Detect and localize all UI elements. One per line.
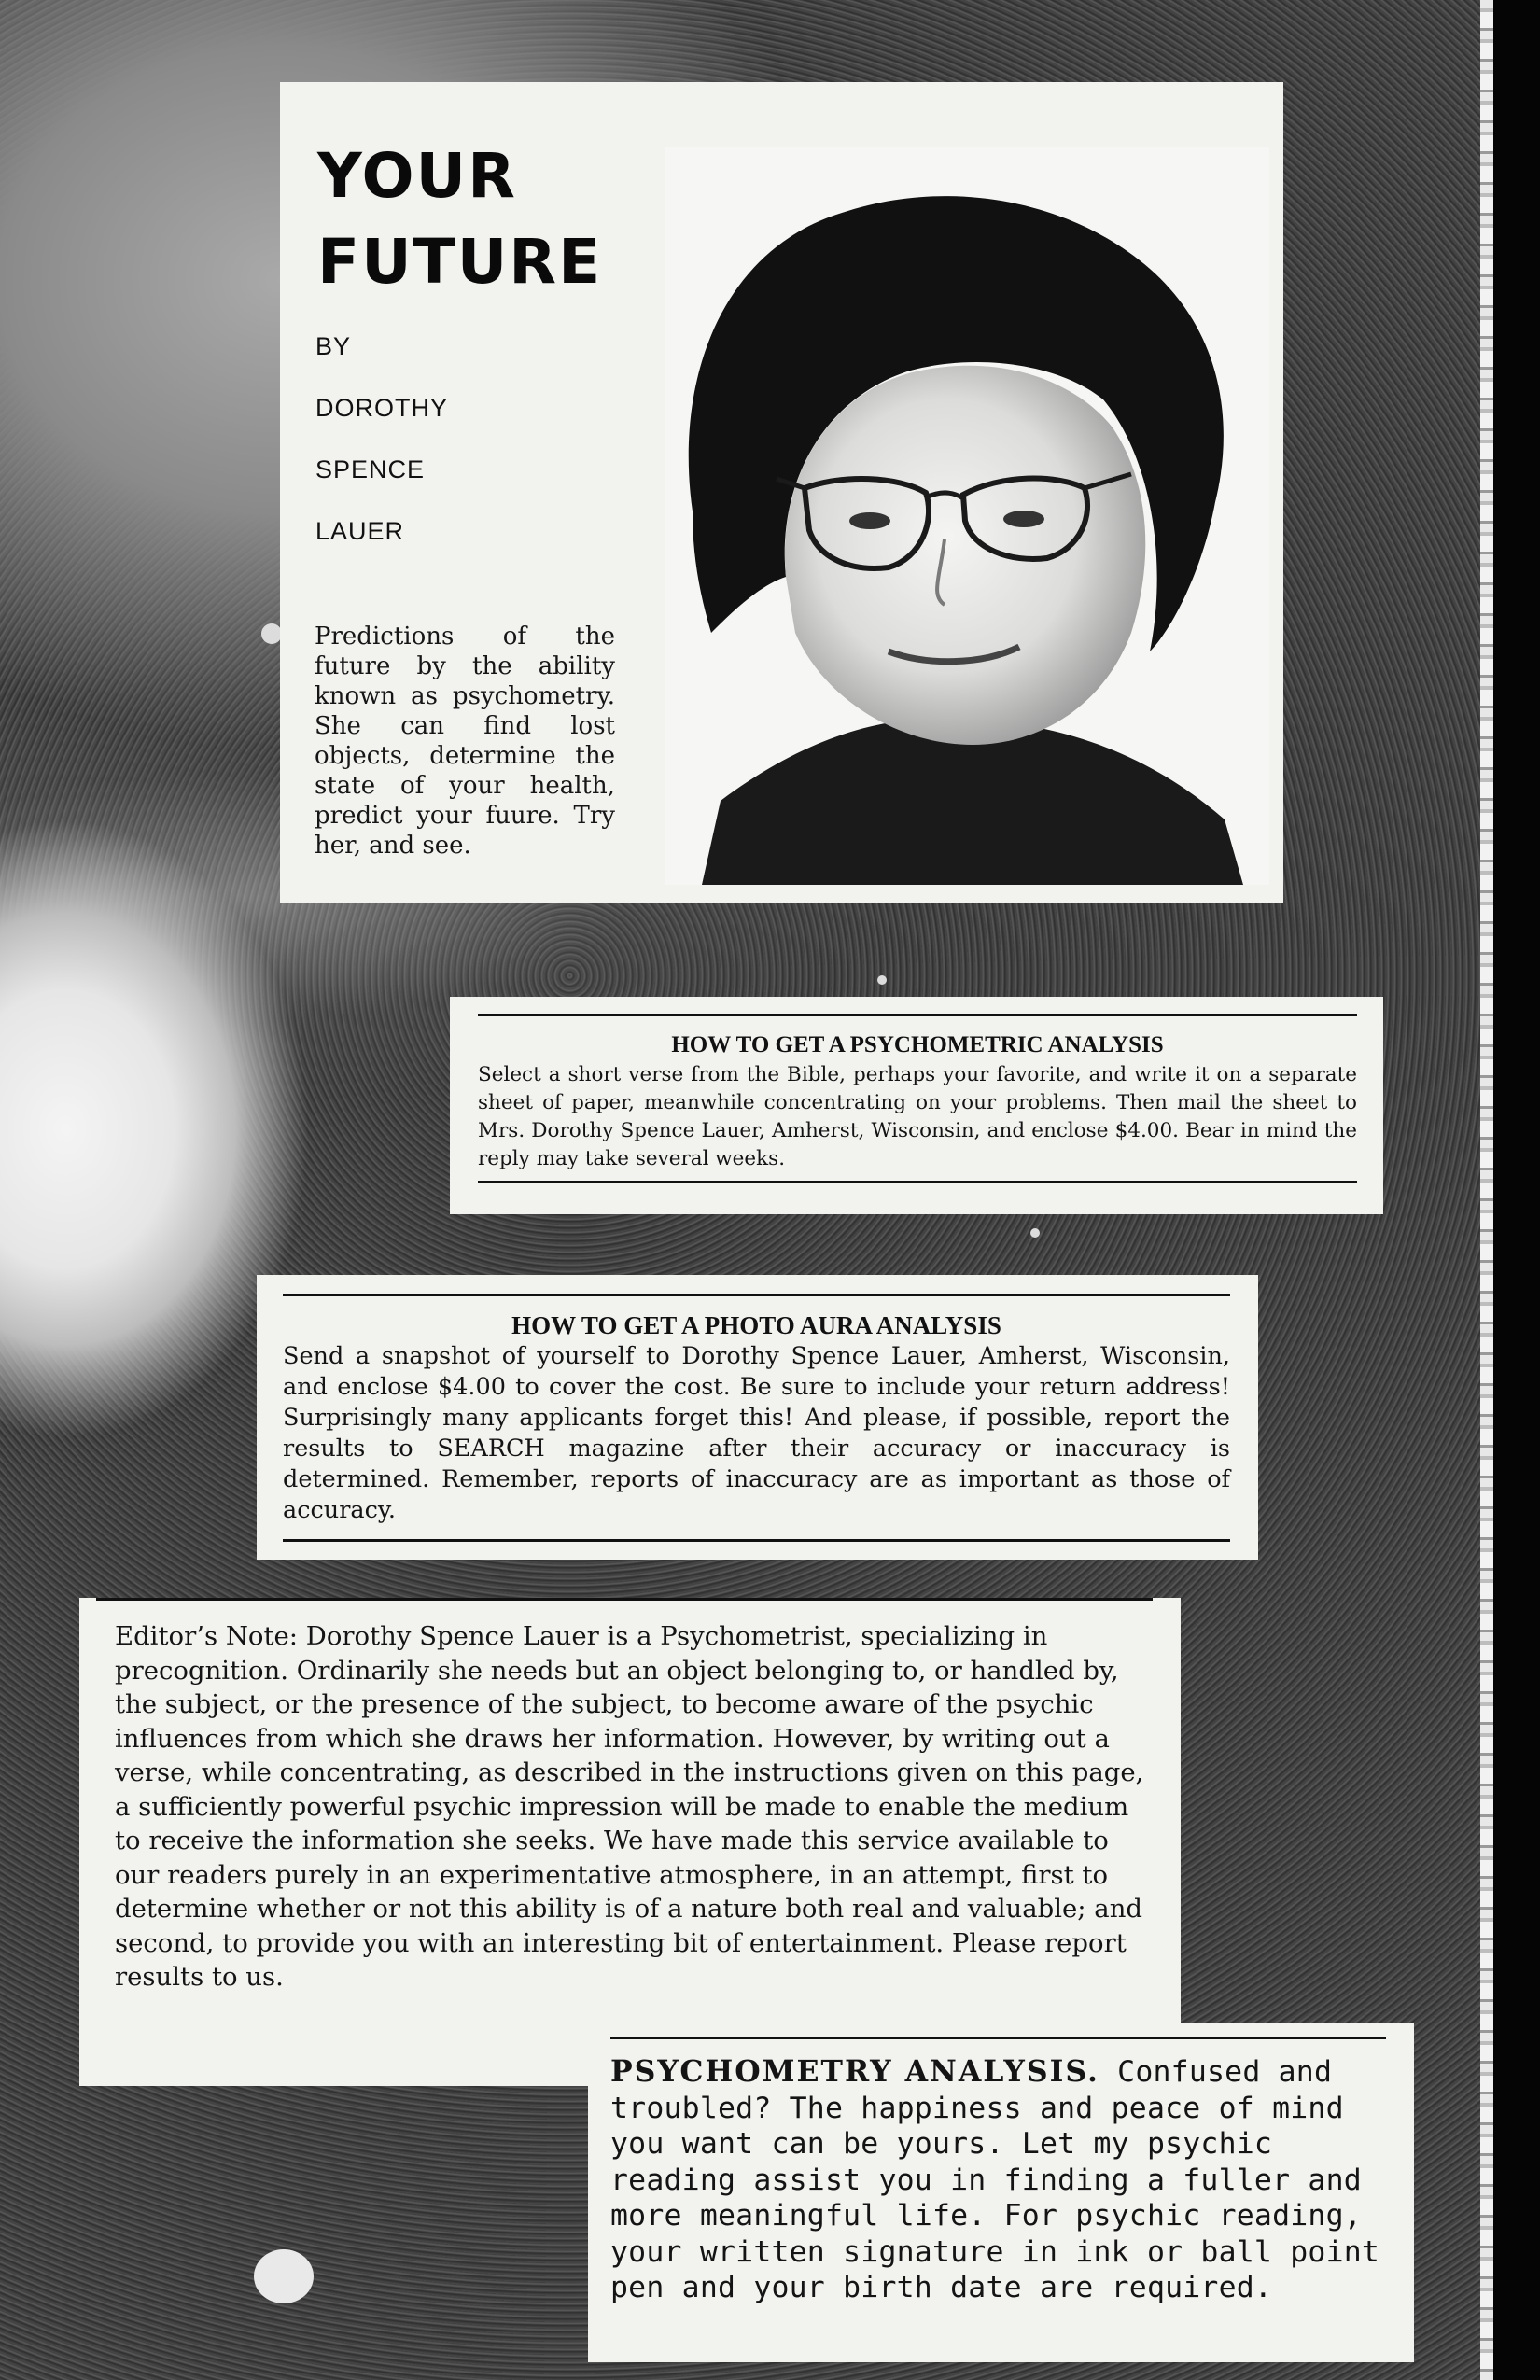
background-speck bbox=[254, 2249, 314, 2303]
article-description: Predictions of the future by the ability known as psychometry. She can find lost objects, determine the state of your health, predict your fuure. Try her, and see. bbox=[315, 623, 615, 860]
photo-aura-heading: HOW TO GET A PHOTO AURA ANALYSIS bbox=[511, 1311, 1001, 1339]
title-line: FUTURE bbox=[317, 226, 603, 298]
torn-page-edge bbox=[1493, 0, 1540, 2380]
ad-lead: PSYCHOMETRY ANALYSIS. bbox=[610, 2054, 1099, 2089]
article-header bbox=[280, 82, 1283, 903]
editors-note-text: Editor’s Note: Dorothy Spence Lauer is a Psychometrist, specializing in precognition. Ordinarily she needs but an object belonging to, or handled by, the subject, or the presence of the subject, to become aware of the psychic influences from which she draws her information. However, by writing out a verse, while concentrating, as described in the instructions given on this page, a sufficiently powerful psychic impression will be made to enable the medium to receive the information she seeks. We have made this service available to our readers purely in an experimentative atmosphere, in an attempt, first to determine whether or not this ability is of a nature both real and valuable; and second, to provide you with an interesting bit of entertainment. Please report results to us. bbox=[115, 1621, 1144, 1992]
psychometric-instructions: Select a short verse from the Bible, perhaps your favorite, and write it on a separate sheet of paper, meanwhile concentrating on your problems. Then mail the sheet to Mrs. Dorothy Spence Lauer, Amherst, Wisconsin, and enclose $4.00. Bear in mind the reply may take several weeks. bbox=[478, 1063, 1357, 1170]
psychometric-heading: HOW TO GET A PSYCHOMETRIC ANALYSIS bbox=[671, 1032, 1164, 1057]
byline-by: BY bbox=[315, 332, 352, 360]
author-name-line: SPENCE bbox=[315, 455, 426, 483]
psychometric-analysis-box bbox=[450, 997, 1383, 1214]
divider bbox=[478, 1014, 1357, 1016]
divider bbox=[610, 2037, 1386, 2039]
divider bbox=[96, 1598, 1153, 1601]
divider bbox=[283, 1539, 1230, 1542]
background-speck bbox=[1030, 1228, 1040, 1238]
title-line: YOUR bbox=[317, 140, 517, 212]
author-name-line: DOROTHY bbox=[315, 394, 448, 422]
background-speck bbox=[261, 623, 282, 644]
divider bbox=[283, 1294, 1230, 1296]
editors-note-box bbox=[79, 1598, 1181, 2086]
author-name-line: LAUER bbox=[315, 517, 405, 545]
psychometry-ad-box bbox=[588, 2023, 1414, 2362]
byline bbox=[315, 315, 448, 562]
ad-body: Confused and troubled? The happiness and peace of mind you want can be yours. Let my psychic reading assist you in finding a fuller and more meaningful life. For psychic reading, your written signature in ink or ball point pen and your birth date are required. bbox=[610, 2055, 1380, 2304]
photo-aura-analysis-box bbox=[257, 1275, 1258, 1560]
background-speck bbox=[877, 975, 887, 985]
divider bbox=[478, 1181, 1357, 1183]
ad-text bbox=[610, 2054, 1386, 2306]
photo-aura-instructions: Send a snapshot of yourself to Dorothy Spence Lauer, Amherst, Wisconsin, and enclose $4.00 to cover the cost. Be sure to include your return address! Surprisingly many applicants forget this! And please, if possible, report the results to SEARCH magazine after their accuracy or inaccuracy is determined. Remember, reports of inaccuracy are as important as those of accuracy. bbox=[283, 1342, 1230, 1524]
author-portrait bbox=[665, 147, 1269, 885]
page-title bbox=[317, 133, 602, 305]
